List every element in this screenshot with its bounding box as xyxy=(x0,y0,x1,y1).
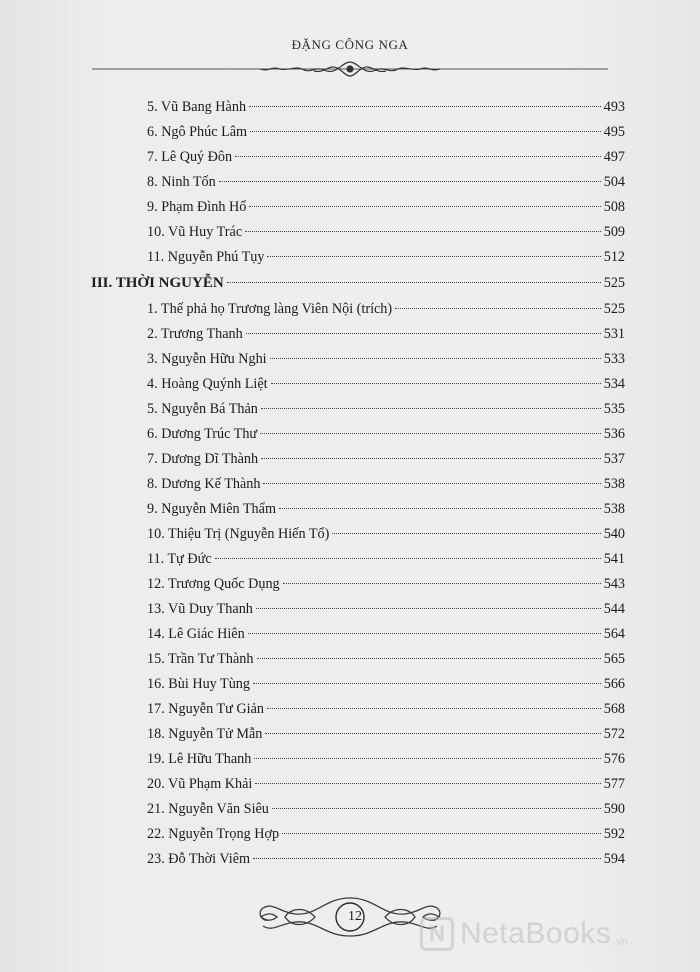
toc-entry-title: 6. Ngô Phúc Lâm xyxy=(147,124,248,140)
toc-entry xyxy=(147,95,625,119)
dot-leader xyxy=(395,308,601,309)
toc-entry xyxy=(147,195,625,219)
toc-entry-page: 533 xyxy=(603,351,625,367)
toc-entry-title: 4. Hoàng Quýnh Liệt xyxy=(147,376,268,392)
dot-leader xyxy=(283,583,601,584)
toc-entry-page: 538 xyxy=(603,501,625,517)
toc-entry-page: 577 xyxy=(603,776,625,792)
toc-entry-title: 16. Bùi Huy Tùng xyxy=(147,676,250,692)
dot-leader xyxy=(215,558,601,559)
toc-entry-page: 534 xyxy=(603,376,625,392)
toc-entry xyxy=(147,297,625,321)
toc-entry-title: 23. Đỗ Thời Viêm xyxy=(147,851,251,867)
running-head: ĐẶNG CÔNG NGA xyxy=(291,37,409,52)
toc-entry-page: 497 xyxy=(603,149,625,165)
page-number: 12 xyxy=(348,909,362,924)
dot-leader xyxy=(265,733,600,734)
toc-entry-page: 568 xyxy=(603,701,625,717)
toc-entry xyxy=(147,797,625,821)
toc-entry xyxy=(147,372,625,396)
dot-leader xyxy=(254,758,600,759)
dot-leader xyxy=(261,408,601,409)
dot-leader xyxy=(246,333,601,334)
toc-entry xyxy=(147,397,625,421)
toc-entry xyxy=(147,572,625,596)
dot-leader xyxy=(267,256,600,257)
watermark-brand: NetaBooks xyxy=(460,917,612,950)
toc-entry-title: 8. Ninh Tốn xyxy=(147,174,216,190)
toc-entry-page: 525 xyxy=(603,301,625,317)
dot-leader xyxy=(260,433,601,434)
dot-leader xyxy=(270,358,601,359)
toc-entry-page: 512 xyxy=(603,249,625,265)
toc-entry xyxy=(147,472,625,496)
toc-entry xyxy=(147,447,625,471)
toc-entry xyxy=(147,622,625,646)
toc-entry-title: 21. Nguyễn Văn Siêu xyxy=(147,801,269,817)
toc-entry-title: 19. Lê Hữu Thanh xyxy=(147,751,252,767)
toc-entry xyxy=(147,672,625,696)
toc-entry-title: 10. Vũ Huy Trác xyxy=(147,224,243,240)
watermark-suffix: .vn xyxy=(613,936,628,948)
toc-entry-title: 10. Thiệu Trị (Nguyễn Hiến Tổ) xyxy=(147,526,330,542)
toc-section-heading xyxy=(91,271,625,295)
dot-leader xyxy=(245,231,601,232)
toc-entry-page: 572 xyxy=(603,726,625,742)
toc-entry-page: 594 xyxy=(603,851,625,867)
toc-entry-title: 13. Vũ Duy Thanh xyxy=(147,601,253,617)
toc-entry-page: 541 xyxy=(603,551,625,567)
toc-entry-page: 504 xyxy=(603,174,625,190)
toc-entry xyxy=(147,422,625,446)
toc-entry xyxy=(147,597,625,621)
toc-entry xyxy=(147,145,625,169)
dot-leader xyxy=(261,458,601,459)
dot-leader xyxy=(227,282,601,283)
toc-entry-title: 1. Thế phả họ Trương làng Viên Nội (trích) xyxy=(147,301,393,317)
dot-leader xyxy=(249,206,600,207)
header-ornament-divider xyxy=(92,58,608,80)
dot-leader xyxy=(272,808,601,809)
toc-entry-page: 590 xyxy=(603,801,625,817)
dot-leader xyxy=(235,156,601,157)
toc-entry-title: 11. Tự Đức xyxy=(147,551,212,567)
toc-entry xyxy=(147,772,625,796)
toc-entry xyxy=(147,697,625,721)
toc-entry xyxy=(147,170,625,194)
dot-leader xyxy=(249,106,601,107)
dot-leader xyxy=(271,383,601,384)
toc-entry-page: 495 xyxy=(603,124,625,140)
toc-entry-page: 535 xyxy=(603,401,625,417)
toc-entry-page: 531 xyxy=(603,326,625,342)
toc-entry-title: 22. Nguyễn Trọng Hợp xyxy=(147,826,280,842)
toc-entry xyxy=(147,547,625,571)
toc-entry-title: 5. Nguyễn Bá Thản xyxy=(147,401,258,417)
toc-entry-page: 544 xyxy=(603,601,625,617)
toc-entry-title: 5. Vũ Bang Hành xyxy=(147,99,247,115)
dot-leader xyxy=(255,783,600,784)
toc-entry xyxy=(147,322,625,346)
toc-entry-title: 9. Nguyễn Miên Thẩm xyxy=(147,501,276,517)
toc-entry-title: 9. Phạm Đình Hổ xyxy=(147,199,247,215)
toc-entry-title: 7. Lê Quý Đôn xyxy=(147,149,233,165)
toc-entry-title: 20. Vũ Phạm Khải xyxy=(147,776,253,792)
toc-entry xyxy=(147,245,625,269)
netabooks-logo-icon: N xyxy=(420,917,454,951)
dot-leader xyxy=(279,508,601,509)
toc-entry-page: 536 xyxy=(603,426,625,442)
toc-entry-page: 493 xyxy=(603,99,625,115)
dot-leader xyxy=(250,131,601,132)
toc-entry-page: 565 xyxy=(603,651,625,667)
watermark xyxy=(420,914,628,954)
toc-entry-title: 11. Nguyễn Phú Tụy xyxy=(147,249,265,265)
dot-leader xyxy=(248,633,601,634)
dot-leader xyxy=(219,181,601,182)
toc-entry-title: 2. Trương Thanh xyxy=(147,326,243,342)
toc-entry-title: 14. Lê Giác Hiên xyxy=(147,626,245,642)
toc-entry xyxy=(147,822,625,846)
toc-entry-page: 509 xyxy=(603,224,625,240)
toc-entry-title: 17. Nguyễn Tư Giản xyxy=(147,701,264,717)
toc-entry-page: 576 xyxy=(603,751,625,767)
dot-leader xyxy=(267,708,601,709)
toc-entry xyxy=(147,647,625,671)
dot-leader xyxy=(263,483,600,484)
toc-entry-title: 6. Dương Trúc Thư xyxy=(147,426,258,442)
toc-entry xyxy=(147,347,625,371)
toc-entry-page: 508 xyxy=(603,199,625,215)
toc-entry-title: 12. Trương Quốc Dụng xyxy=(147,576,280,592)
toc-entry-page: 537 xyxy=(603,451,625,467)
toc-entry-title: 15. Trần Tư Thành xyxy=(147,651,254,667)
toc-entry xyxy=(147,847,625,871)
toc-entry-page: 566 xyxy=(603,676,625,692)
toc-entry-page: 525 xyxy=(603,275,625,291)
toc-entry-page: 543 xyxy=(603,576,625,592)
dot-leader xyxy=(256,608,601,609)
toc-entry xyxy=(147,522,625,546)
toc-entry xyxy=(147,747,625,771)
toc-entry-title: 8. Dương Kế Thành xyxy=(147,476,261,492)
dot-leader xyxy=(332,533,600,534)
toc-entry-title: 7. Dương Dĩ Thành xyxy=(147,451,259,467)
toc-entry xyxy=(147,722,625,746)
dot-leader xyxy=(282,833,601,834)
toc-entry xyxy=(147,120,625,144)
toc-entry-page: 538 xyxy=(603,476,625,492)
toc-entry xyxy=(147,220,625,244)
dot-leader xyxy=(257,658,601,659)
toc-entry-page: 564 xyxy=(603,626,625,642)
toc-entry-title: III. THỜI NGUYỄN xyxy=(91,275,224,291)
toc-entry-title: 18. Nguyễn Tử Mẫn xyxy=(147,726,263,742)
toc-entry xyxy=(147,497,625,521)
dot-leader xyxy=(253,858,601,859)
toc-entry-page: 592 xyxy=(603,826,625,842)
toc-entry-title: 3. Nguyễn Hữu Nghi xyxy=(147,351,267,367)
toc-entry-page: 540 xyxy=(603,526,625,542)
dot-leader xyxy=(253,683,601,684)
